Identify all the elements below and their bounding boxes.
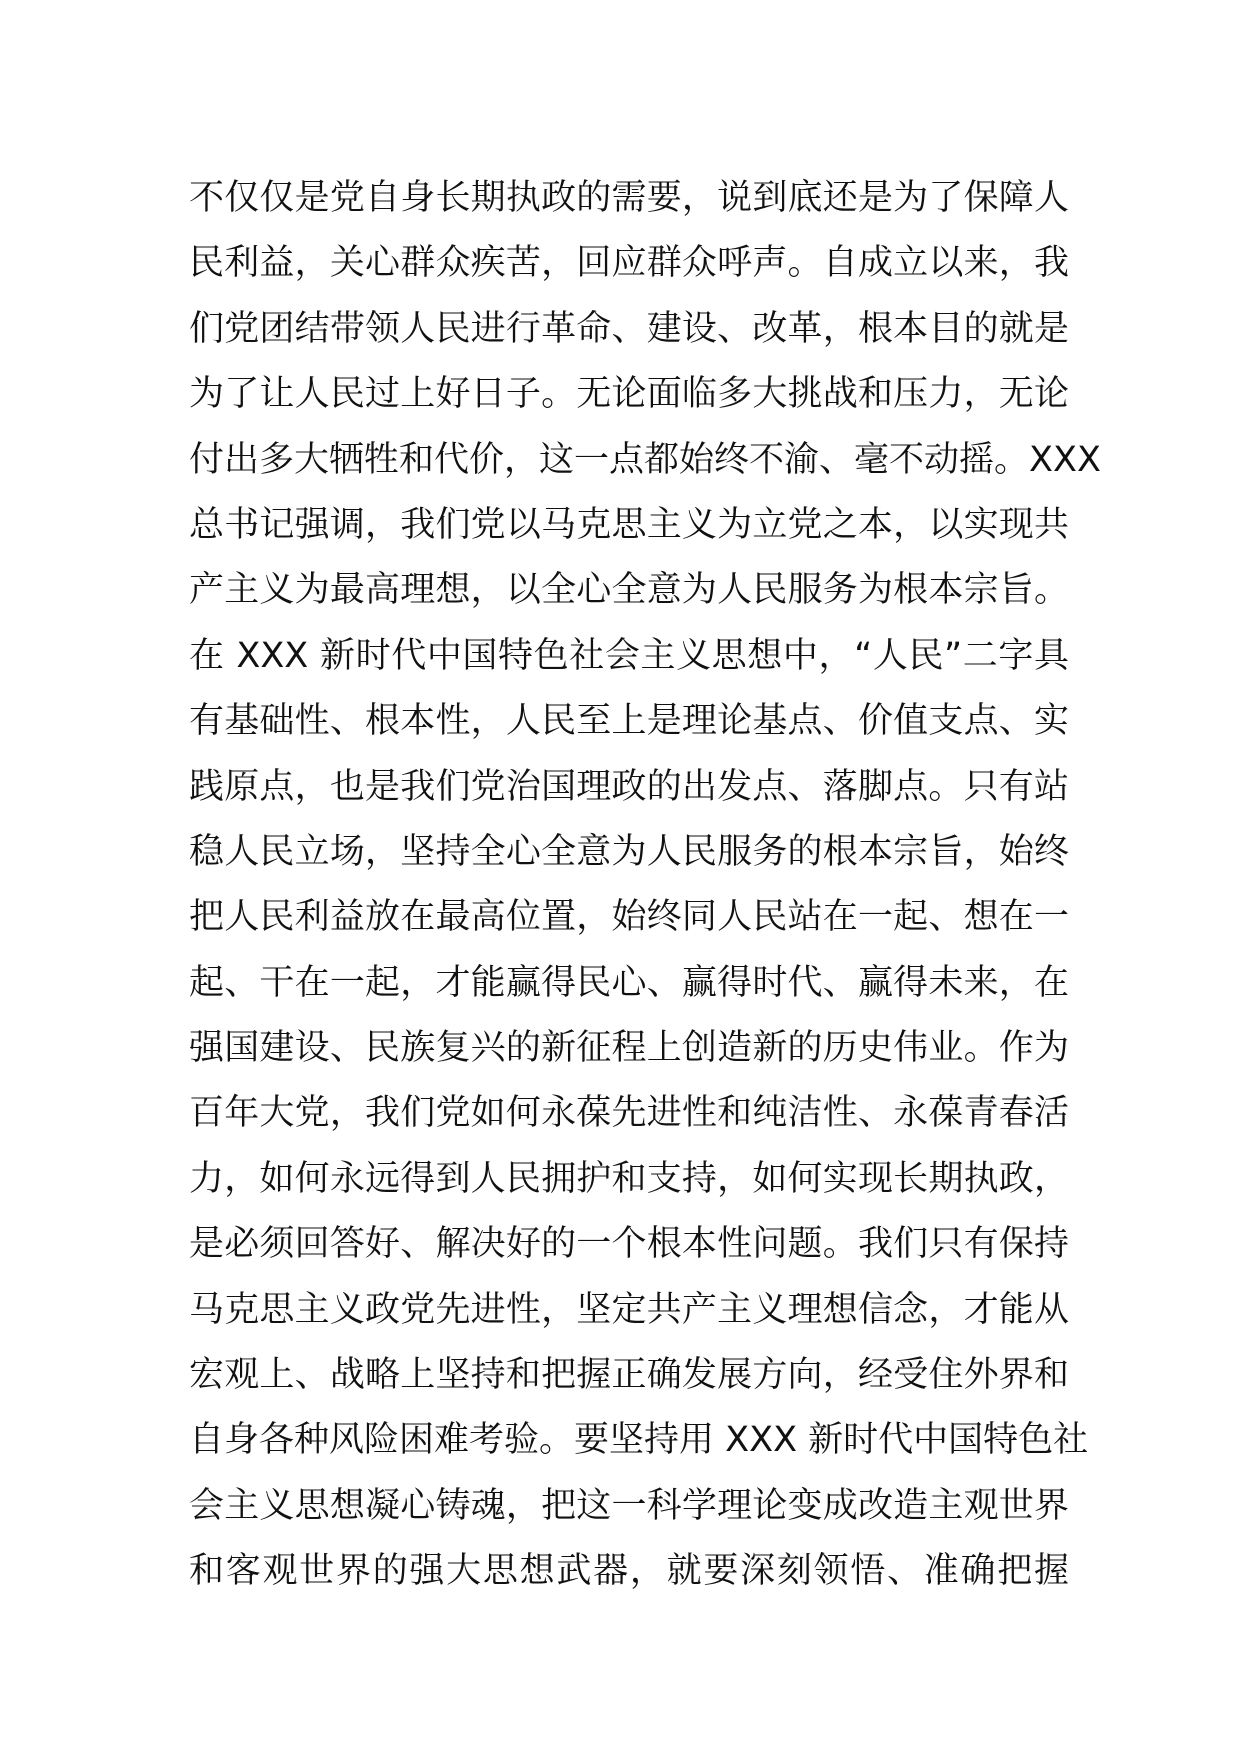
text-line: 宏观上、战略上坚持和把握正确发展方向，经受住外界和 [189,1355,1069,1396]
body-paragraph [189,166,1101,1605]
text-line: 践原点，也是我们党治国理政的出发点、落脚点。只有站 [189,766,1069,807]
text-line: 会主义思想凝心铸魂，把这一科学理论变成改造主观世界 [189,1485,1069,1526]
text-line: 百年大党，我们党如何永葆先进性和纯洁性、永葆青春活 [189,1093,1069,1134]
text-line: 付出多大牺牲和代价，这一点都始终不渝、毫不动摇。XXX [189,439,1101,480]
text-line: 民利益，关心群众疾苦，回应群众呼声。自成立以来，我 [189,243,1069,284]
text-line: 是必须回答好、解决好的一个根本性问题。我们只有保持 [189,1224,1069,1265]
text-line: 们党团结带领人民进行革命、建设、改革，根本目的就是 [189,308,1069,349]
text-line: 马克思主义政党先进性，坚定共产主义理想信念，才能从 [189,1289,1069,1330]
text-line: 力，如何永远得到人民拥护和支持，如何实现长期执政， [189,1158,1069,1199]
text-line: 把人民利益放在最高位置，始终同人民站在一起、想在一 [189,897,1069,938]
text-line: 起、干在一起，才能赢得民心、赢得时代、赢得未来，在 [189,962,1069,1003]
text-line: 为了让人民过上好日子。无论面临多大挑战和压力，无论 [189,374,1069,415]
text-line: 和客观世界的强大思想武器，就要深刻领悟、准确把握 [189,1551,1069,1592]
text-line: 不仅仅是党自身长期执政的需要，说到底还是为了保障人 [189,178,1069,218]
text-line: 自身各种风险困难考验。要坚持用 XXX 新时代中国特色社 [189,1420,1089,1461]
text-line: 稳人民立场，坚持全心全意为人民服务的根本宗旨，始终 [189,831,1069,872]
text-line: 在 XXX 新时代中国特色社会主义思想中，“人民”二字具 [189,635,1069,676]
text-line: 总书记强调，我们党以马克思主义为立党之本，以实现共 [189,504,1069,545]
text-line: 有基础性、根本性，人民至上是理论基点、价值支点、实 [189,701,1069,742]
text-line: 强国建设、民族复兴的新征程上创造新的历史伟业。作为 [189,1028,1069,1069]
text-line: 产主义为最高理想，以全心全意为人民服务为根本宗旨。 [189,570,1069,611]
